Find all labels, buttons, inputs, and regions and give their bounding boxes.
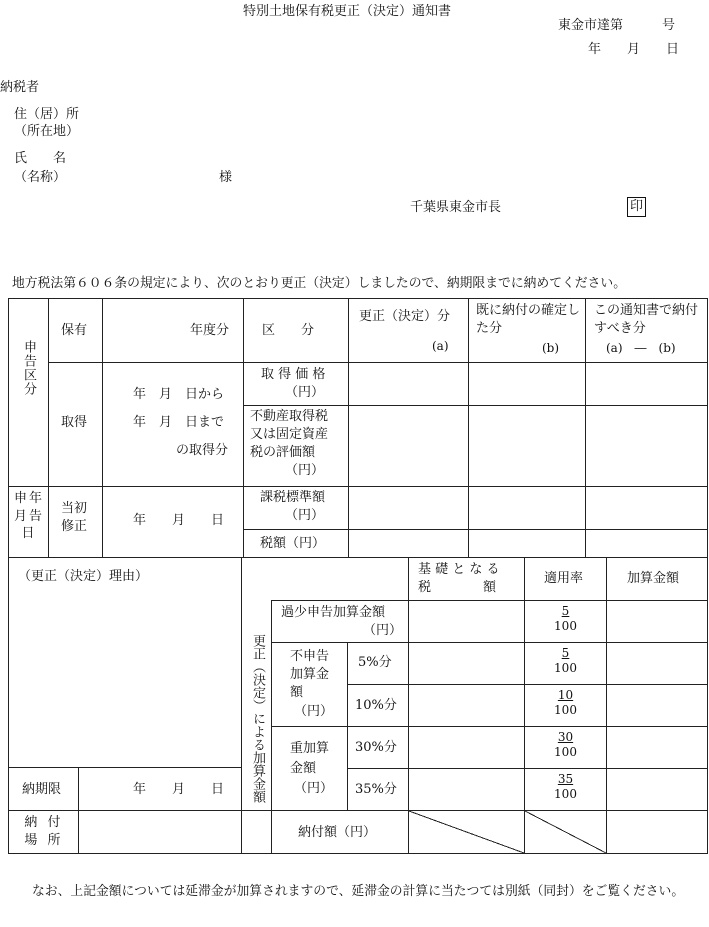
nofu-basho-label: 納 付 場 所 — [24, 815, 64, 849]
kazei-hyojun-unit: （円） — [285, 508, 325, 523]
rate-denominator: 100 — [554, 787, 577, 801]
col-a-header: 更正（決定）分 — [359, 309, 451, 324]
kiso-header-bottom: 税 額 — [418, 580, 497, 595]
fushinkoku-unit: （円） — [294, 704, 334, 719]
hyoka-line-3: 税の評価額 — [250, 445, 316, 460]
rate-fushinkoku-10 — [525, 688, 606, 718]
hyoka-unit: （円） — [285, 463, 325, 478]
hoyu-label: 保有 — [61, 323, 88, 338]
document-number: 東金市達第 号 — [558, 18, 676, 33]
shinkoku-date-value: 年 月 日 — [133, 513, 225, 528]
rate-numerator: 5 — [561, 604, 570, 618]
rate-jukasan-30 — [525, 730, 606, 760]
shutoku-label: 取得 — [61, 415, 88, 430]
nendo-label: 年度分 — [190, 323, 230, 338]
kasan-side-label: 更正（決定）による加算金額 — [249, 634, 265, 803]
kubun-header: 区 分 — [262, 323, 315, 338]
kiso-header-top: 基 礎 と な る — [418, 562, 500, 577]
footer-note: なお、上記金額については延滞金が加算されますので、延滞金の計算に当たつては別紙（同封）をご覧ください。 — [32, 884, 685, 899]
rate-kasho — [525, 604, 606, 634]
pct35-label: 35%分 — [355, 782, 397, 797]
tekiyoritsu-header: 適用率 — [544, 571, 584, 586]
col-c-header: この通知書で納付すべき分 — [594, 303, 699, 337]
rate-numerator: 35 — [557, 772, 574, 786]
col-c-formula: (a) ― (b) — [606, 341, 676, 355]
reason-label: （更正（決定）理由） — [18, 569, 149, 584]
jukasan-line-2: 金額 — [290, 761, 317, 776]
fushinkoku-line-1: 不申告 — [290, 649, 330, 664]
rate-denominator: 100 — [554, 703, 577, 717]
col-b-mark: (b) — [542, 341, 560, 355]
acquisition-from-date: 年 月 日から — [133, 387, 225, 402]
official-seal: 印 — [627, 197, 646, 217]
intro-text: 地方税法第６０６条の規定により、次のとおり更正（決定）しましたので、納期限までに納めてください。 — [12, 276, 626, 291]
tosho-shusei-label: 当初修正 — [61, 501, 88, 535]
hyoka-line-1: 不動産取得税 — [250, 409, 329, 424]
kasan-kingaku-header: 加算金額 — [627, 571, 680, 586]
name-label: 氏 名 — [14, 151, 67, 166]
jukasan-line-1: 重加算 — [290, 741, 330, 756]
zeigaku-label: 税額（円） — [260, 536, 326, 551]
shutoku-bun-label: の取得分 — [176, 443, 229, 458]
honorific: 様 — [219, 170, 233, 185]
kasho-unit: （円） — [363, 623, 403, 638]
col-a-mark: (a) — [432, 339, 449, 353]
taxpayer-heading: 納税者 — [0, 80, 40, 95]
document-title: 特別土地保有税更正（決定）通知書 — [243, 4, 452, 19]
rate-denominator: 100 — [554, 619, 577, 633]
shinkoku-kubun-label: 申告区分 — [20, 340, 36, 396]
shutoku-kakaku-unit: （円） — [285, 385, 325, 400]
issuer-name: 千葉県東金市長 — [410, 200, 502, 215]
kazei-hyojun-label: 課税標準額 — [260, 490, 326, 505]
rate-numerator: 10 — [557, 688, 574, 702]
rate-denominator: 100 — [554, 661, 577, 675]
jukasan-unit: （円） — [294, 781, 334, 796]
issue-date: 年 月 日 — [588, 42, 680, 57]
col-b-header: 既に納付の確定した分 — [476, 303, 581, 337]
fushinkoku-line-2: 加算金 — [290, 667, 330, 682]
nokigen-label: 納期限 — [22, 782, 62, 797]
rate-numerator: 5 — [561, 646, 570, 660]
shutoku-kakaku-label: 取 得 価 格 — [261, 367, 326, 382]
kasho-label: 過少申告加算金額 — [281, 605, 386, 620]
fushinkoku-line-3: 額 — [290, 685, 304, 700]
rate-jukasan-35 — [525, 772, 606, 802]
shinkoku-date-label: 申年月告日 — [13, 491, 44, 542]
pct5-label: 5%分 — [358, 655, 392, 670]
rate-denominator: 100 — [554, 745, 577, 759]
nokigen-date: 年 月 日 — [133, 782, 225, 797]
address-label: 住（居）所 — [14, 107, 80, 122]
acquisition-to-date: 年 月 日まで — [133, 415, 225, 430]
name-sublabel: （名称） — [14, 170, 67, 185]
address-sublabel: （所在地） — [14, 124, 80, 139]
pct10-label: 10%分 — [355, 698, 397, 713]
nofu-gaku-label: 納付額（円） — [298, 825, 377, 840]
rate-fushinkoku-5 — [525, 646, 606, 676]
hyoka-line-2: 又は固定資産 — [250, 427, 329, 442]
rate-numerator: 30 — [557, 730, 574, 744]
pct30-label: 30%分 — [355, 740, 397, 755]
